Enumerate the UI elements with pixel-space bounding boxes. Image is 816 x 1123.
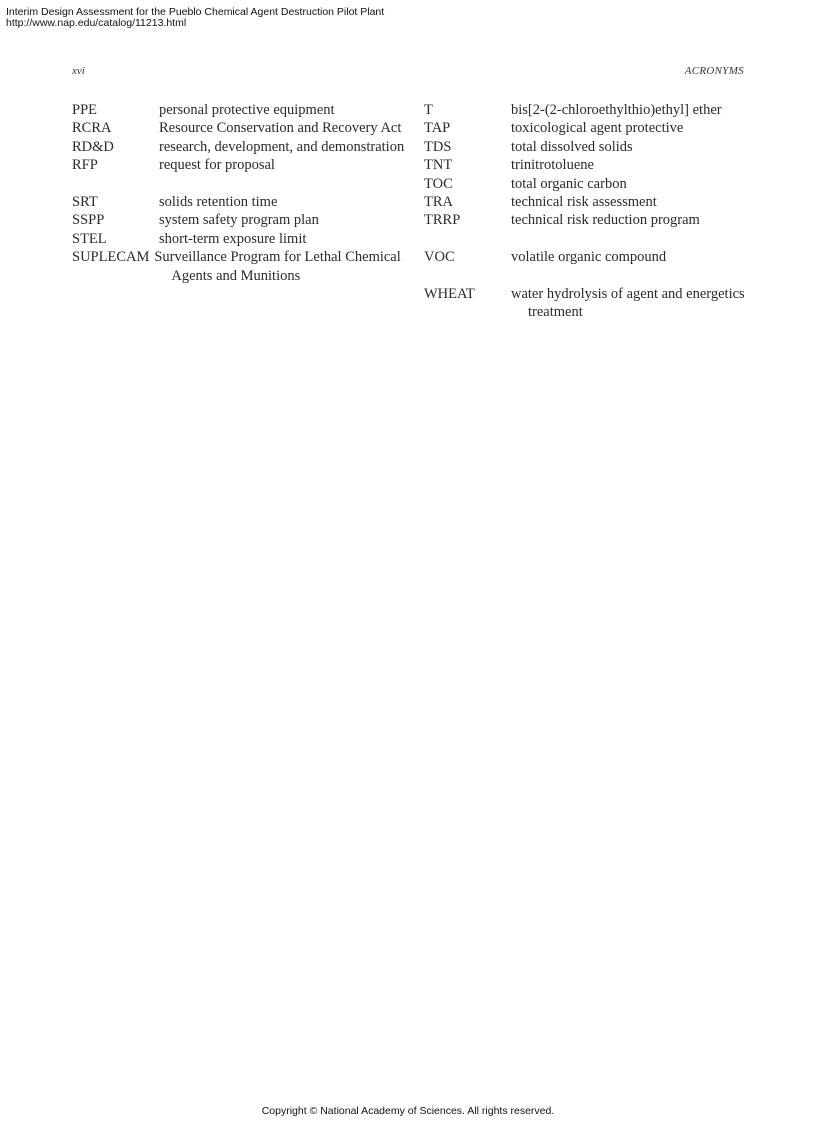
acronym-definition: total dissolved solids: [511, 138, 633, 155]
acronym-entry: [424, 248, 764, 266]
acronym: RFP: [72, 157, 98, 174]
acronym: SSPP: [72, 212, 105, 229]
document-url: http://www.nap.edu/catalog/11213.html: [6, 17, 187, 29]
acronym-definition: volatile organic compound: [511, 249, 667, 266]
document-source-header: [6, 7, 384, 29]
acronym-list-left: [72, 101, 417, 285]
section-title: ACRONYMS: [684, 65, 744, 77]
acronym-list-right: [424, 101, 764, 322]
acronym-definition: trinitrotoluene: [511, 157, 594, 174]
acronym: TNT: [424, 157, 453, 174]
acronym: WHEAT: [424, 286, 475, 303]
acronym: RD&D: [72, 138, 114, 155]
acronym: TOC: [424, 175, 453, 192]
acronym-entry: [72, 248, 417, 285]
acronym-definition: research, development, and demonstration: [159, 138, 405, 155]
acronym: VOC: [424, 249, 455, 266]
acronym-entry: [424, 101, 764, 119]
acronym-definition: Surveillance Program for Lethal Chemical Agents and Munitions: [154, 249, 401, 284]
copyright-footer: Copyright © National Academy of Sciences. All rights reserved.: [261, 1105, 555, 1117]
acronym-entry: [72, 101, 417, 119]
acronym-definition: system safety program plan: [159, 212, 319, 229]
acronym-definition: technical risk assessment: [511, 194, 657, 211]
acronym: TAP: [424, 120, 451, 137]
document-title: Interim Design Assessment for the Pueblo Chemical Agent Destruction Pilot Plant: [6, 6, 385, 18]
acronym-definition: water hydrolysis of agent and energetics treatment: [511, 286, 745, 321]
acronym: SUPLECAM: [72, 249, 150, 266]
acronym-definition: technical risk reduction program: [511, 212, 700, 229]
acronym: STEL: [72, 230, 107, 247]
acronym-definition: total organic carbon: [511, 175, 627, 192]
acronym-definition: short-term exposure limit: [159, 230, 307, 247]
acronym-definition: toxicological agent protective: [511, 120, 684, 137]
acronym-definition: personal protective equipment: [159, 102, 335, 118]
acronym: T: [424, 102, 433, 118]
acronym: TRRP: [424, 212, 461, 229]
acronym-entry: [72, 138, 417, 156]
acronym-entry: [424, 193, 764, 211]
acronym-entry: [72, 230, 417, 248]
acronym-entry: [424, 175, 764, 193]
acronym-entry: [424, 156, 764, 174]
acronym: TDS: [424, 138, 452, 155]
page-number: xvi: [72, 65, 85, 77]
acronym-definition: bis[2-(2-chloroethylthio)ethyl] ether: [511, 102, 722, 118]
acronym: PPE: [72, 102, 97, 118]
acronym: SRT: [72, 194, 98, 211]
acronym-definition: solids retention time: [159, 194, 278, 211]
acronym: RCRA: [72, 120, 112, 137]
acronym-entry: [72, 119, 417, 137]
acronym-definition: Resource Conservation and Recovery Act: [159, 120, 402, 137]
acronym-entry: [424, 119, 764, 137]
acronym-entry: [72, 156, 417, 174]
acronym-entry: [424, 285, 764, 322]
acronym-entry: [424, 138, 764, 156]
acronym-entry: [72, 193, 417, 211]
acronym-entry: [72, 211, 417, 229]
acronym-definition: request for proposal: [159, 157, 275, 174]
acronym: TRA: [424, 194, 453, 211]
acronym-entry: [424, 211, 764, 229]
